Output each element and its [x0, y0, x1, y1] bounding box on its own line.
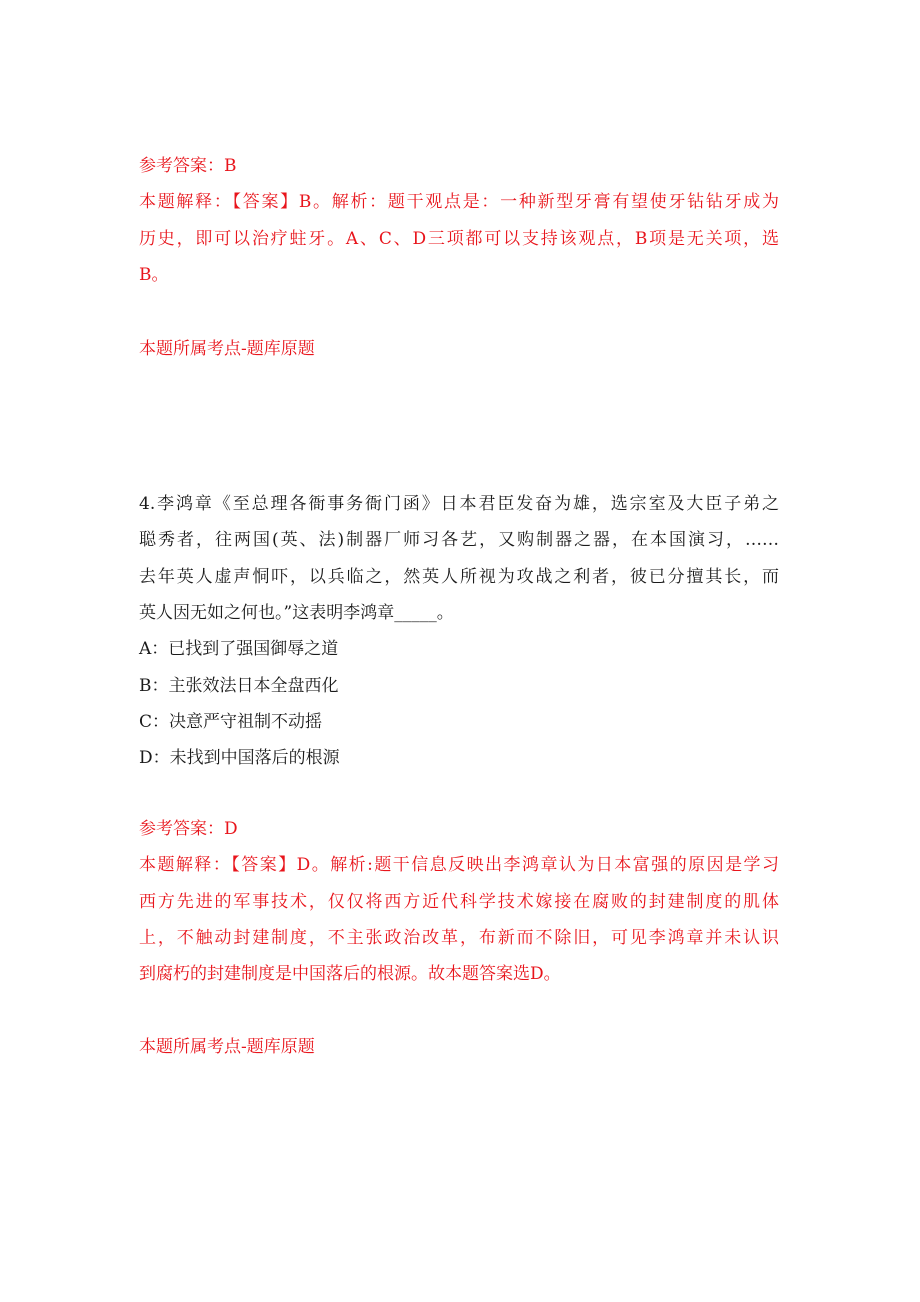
q4-answer: 参考答案：D	[139, 819, 238, 839]
q3-explanation-line-1: 本题解释：【答案】B。解析：题干观点是：一种新型牙膏有望使牙钻钻牙成为	[139, 192, 779, 212]
q4-explanation-line-4: 到腐朽的封建制度是中国落后的根源。故本题答案选D。	[139, 964, 561, 984]
q3-explanation-line-2: 历史，即可以治疗蛀牙。A、C、D三项都可以支持该观点，B项是无关项，选	[139, 229, 779, 249]
q4-question-line-3: 去年英人虚声恫吓，以兵临之，然英人所视为攻战之利者，彼已分擅其长，而	[139, 567, 779, 587]
q4-explanation-line-2: 西方先进的军事技术，仅仅将西方近代科学技术嫁接在腐败的封建制度的肌体	[139, 892, 779, 912]
q4-explanation-line-3: 上，不触动封建制度，不主张政治改革，布新而不除旧，可见李鸿章并未认识	[139, 928, 779, 948]
q4-option-c: C：决意严守祖制不动摇	[139, 712, 323, 732]
q4-question-line-4: 英人因无如之何也。”这表明李鸿章_____。	[139, 603, 454, 623]
q3-answer: 参考答案：B	[139, 156, 237, 176]
q4-explanation-line-1: 本题解释：【答案】D。解析:题干信息反映出李鸿章认为日本富强的原因是学习	[139, 855, 779, 875]
q4-question-line-1: 4.李鸿章《至总理各衙事务衙门函》日本君臣发奋为雄，选宗室及大臣子弟之	[139, 494, 779, 514]
q3-explanation-line-3: B。	[139, 265, 169, 285]
q4-option-a: A：已找到了强国御辱之道	[139, 639, 339, 659]
q4-source: 本题所属考点-题库原题	[139, 1037, 315, 1057]
q4-option-d: D：未找到中国落后的根源	[139, 748, 340, 768]
q3-source: 本题所属考点-题库原题	[139, 339, 315, 359]
q4-option-b: B：主张效法日本全盘西化	[139, 676, 339, 696]
q4-question-line-2: 聪秀者，往两国(英、法)制器厂师习各艺，又购制器之器，在本国演习，……	[139, 530, 779, 550]
